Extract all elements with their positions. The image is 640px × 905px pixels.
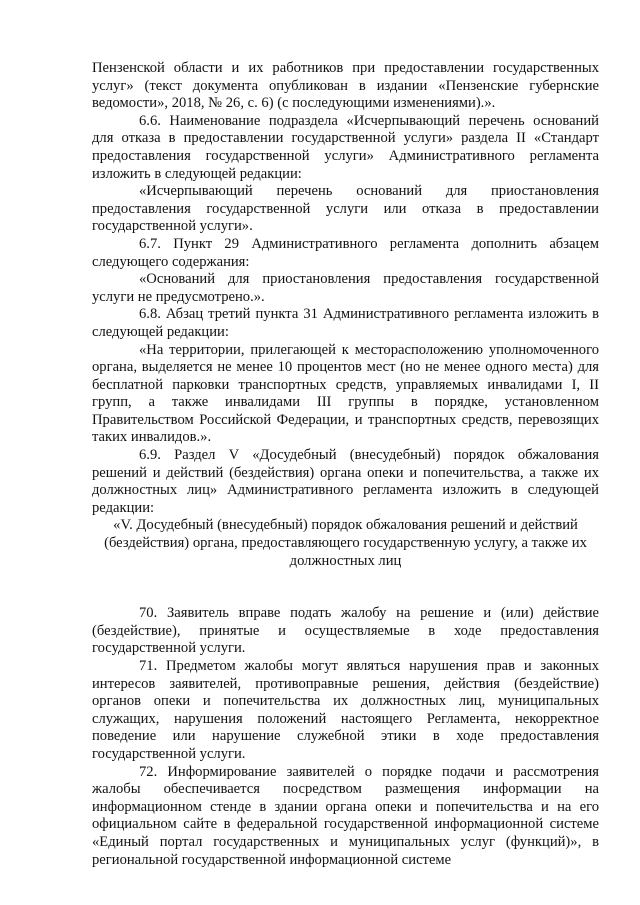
- quote-6-6: «Исчерпывающий перечень оснований для приостановления предоставления государственной услуги или отказа в предоставлении государственной услуги».: [92, 183, 599, 235]
- paragraph-70: 70. Заявитель вправе подать жалобу на решение и (или) действие (бездействие), принятые и осуществляемые в ходе предоставления государственной услуги.: [92, 605, 599, 657]
- paragraph-continuation: Пензенской области и их работников при предоставлении государственных услуг» (текст документа опубликован в издании «Пензенские губернские ведомости», 2018, № 26, с. 6) (с последующими изменениями).».: [92, 60, 599, 112]
- section-spacer: [92, 570, 599, 605]
- paragraph-6-9: 6.9. Раздел V «Досудебный (внесудебный) порядок обжалования решений и действий (бездействия) органа опеки и попечительства, а также их должностных лиц» Административного регламента изложить в следующей редакции:: [92, 447, 599, 516]
- paragraph-6-6: 6.6. Наименование подраздела «Исчерпывающий перечень оснований для отказа в предоставлении государственной услуги» раздела II «Стандарт предоставления государственной услуги» Административного регламента изложить в следующей редакции:: [92, 112, 599, 182]
- paragraph-6-8: 6.8. Абзац третий пункта 31 Административного регламента изложить в следующей редакции:: [92, 306, 599, 340]
- quote-6-7: «Оснований для приостановления предоставления государственной услуги не предусмотрено.».: [92, 271, 599, 305]
- paragraph-6-7: 6.7. Пункт 29 Административного регламента дополнить абзацем следующего содержания:: [92, 235, 599, 270]
- paragraph-71: 71. Предметом жалобы могут являться нарушения прав и законных интересов заявителей, противоправные решения, действия (бездействие) органов опеки и попечительства их должностных лиц, муниципальных служащих, нарушения положений настоящего Регламента, некорректное поведение или нарушение служебной этики в ходе предоставления государственной услуги.: [92, 658, 599, 762]
- section-heading: «V. Досудебный (внесудебный) порядок обжалования решений и действий (бездействия) органа, предоставляющего государственную услугу, а также их должностных лиц: [104, 517, 587, 569]
- paragraph-72: 72. Информирование заявителей о порядке подачи и рассмотрения жалобы обеспечивается посредством размещения информации на информационном стенде в здании органа опеки и попечительства и на его официальном сайте в федеральной государственной информационной системе «Единый портал государственных и муниципальных услуг (функций)», в региональной государственной информационной системе: [92, 763, 599, 868]
- quote-6-8: «На территории, прилегающей к месторасположению уполномоченного органа, выделяется не менее 10 процентов мест (но не менее одного места) для бесплатной парковки транспортных средств, управляемых инвалидами I, II групп, а также инвалидами III группы в порядке, установленном Правительством Российской Федерации, и транспортных средств, перевозящих таких инвалидов.».: [92, 341, 599, 446]
- document-page: [92, 60, 599, 869]
